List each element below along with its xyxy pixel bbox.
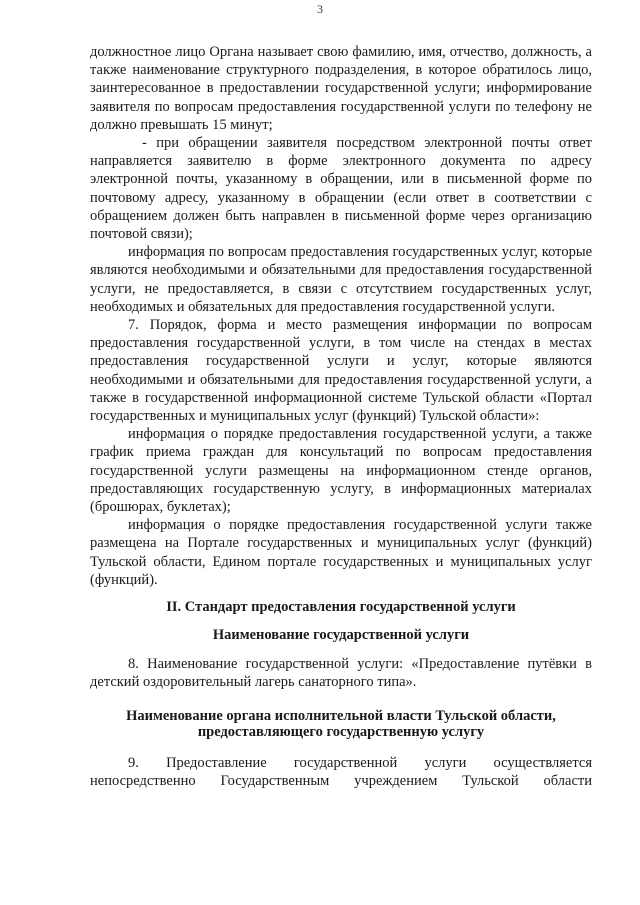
service-name-heading: Наименование государственной услуги: [212, 627, 470, 644]
paragraph-item-8: 8. Наименование государственной услуги: «Предоставление путёвки в детский оздоровительный лагерь санаторного типа».: [90, 656, 592, 691]
paragraph-official-intro: должностное лицо Органа называет свою фамилию, имя, отчество, должность, а также наименование структурного подразделения, в которое обратилось лицо, заинтересованное в предоставлении государственной услуги; информирование заявителя по вопросам предоставления государственной услуги по телефону не должно превышать 15 минут;: [90, 44, 592, 133]
paragraph-portal-info: информация о порядке предоставления государственной услуги также размещена на Портале государственных и муниципальных услуг (функций) Тульской области, Едином портале государственных и муниципальных услуг (функций).: [90, 517, 592, 588]
paragraph-info-stand: информация о порядке предоставления государственной услуги, а также график приема граждан для консультаций по вопросам предоставления государственной услуги размещены на информационном стенде органов, предоставляющих государственную услугу, в информационных материалах (брошюрах, буклетах);: [90, 426, 592, 516]
paragraph-email-response: - при обращении заявителя посредством электронной почты ответ направляется заявителю в форме электронного документа по адресу электронной почты, указанному в обращении, или в письменной форме по почтовому адресу, указанному в обращении (если ответ в соответствии с обращением должен быть направлен в письменной форме через организацию почтовой связи);: [90, 135, 592, 243]
section-heading: II. Стандарт предоставления государственной услуги: [166, 599, 516, 616]
org-heading-line-2: предоставляющего государственную услугу: [197, 723, 485, 740]
page-number: 3: [317, 2, 323, 16]
paragraph-related-services: информация по вопросам предоставления государственных услуг, которые являются необходимыми и обязательными для предоставления государственной услуги, не предоставляется, в связи с отсутствием государственных услуг, необходимых и обязательных для предоставления государственной услуги.: [90, 244, 592, 315]
paragraph-item-9: 9. Предоставление государственной услуги осуществляется непосредственно Государственным учреждением Тульской области: [90, 754, 592, 789]
paragraph-item-7: 7. Порядок, форма и место размещения информации по вопросам предоставления государственной услуги, в том числе на стендах в местах предоставления государственной услуги и услуг, которые являются необходимыми и обязательными для предоставления государственной услуги, а также в государственной информационной системе Тульской области «Портал государственных и муниципальных услуг (функций) Тульской области»:: [90, 317, 592, 425]
org-heading-line-1: Наименование органа исполнительной власти Тульской области,: [126, 707, 556, 724]
document-body: [90, 43, 592, 790]
org-heading: [90, 708, 592, 740]
